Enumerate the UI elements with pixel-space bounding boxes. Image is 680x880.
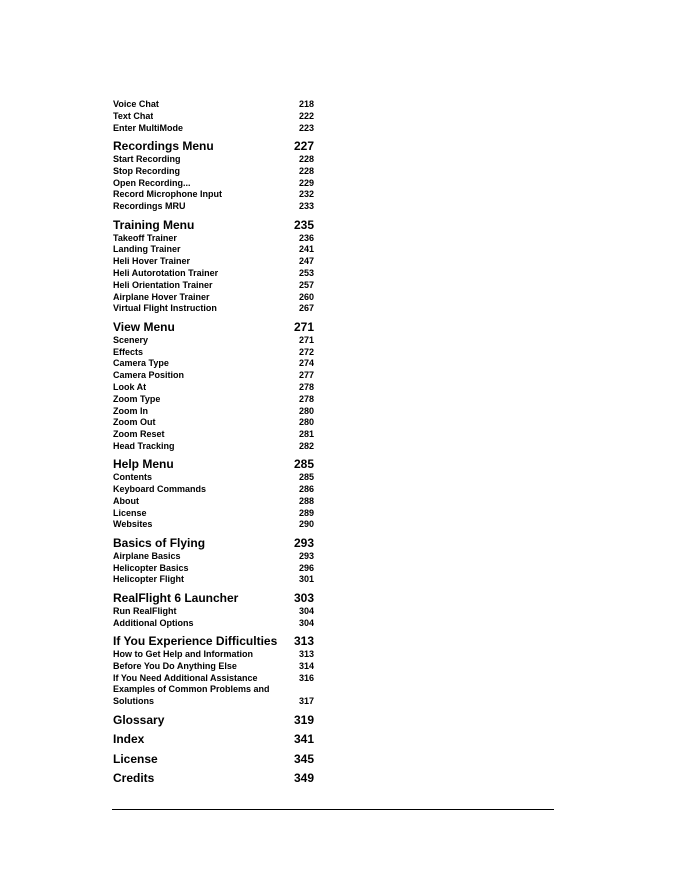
toc-entry-title: Helicopter Flight bbox=[113, 574, 185, 585]
toc-heading-title: Help Menu bbox=[113, 457, 174, 472]
toc-heading-page: 227 bbox=[293, 138, 314, 153]
toc-entry-page: 260 bbox=[298, 291, 314, 302]
toc-heading-page: 313 bbox=[293, 634, 314, 649]
toc-entry-title: About bbox=[113, 495, 139, 506]
toc-heading[interactable] bbox=[113, 712, 314, 728]
toc-entry[interactable] bbox=[113, 99, 314, 111]
toc-entry[interactable] bbox=[113, 166, 314, 178]
toc-entry-title: Effects bbox=[113, 346, 144, 357]
toc-entry-page: 274 bbox=[298, 358, 314, 369]
toc-entry-title: Landing Trainer bbox=[113, 244, 181, 255]
toc-entry-title: Recordings MRU bbox=[113, 201, 186, 212]
toc-heading[interactable] bbox=[113, 456, 314, 472]
toc-heading-title: Credits bbox=[113, 771, 155, 786]
toc-entry-title: If You Need Additional Assistance bbox=[113, 672, 258, 683]
toc-entry-page: 285 bbox=[298, 472, 314, 483]
toc-entry-title: Stop Recording bbox=[113, 165, 180, 176]
toc-entry-page: 223 bbox=[298, 122, 314, 133]
toc-entry[interactable] bbox=[113, 111, 314, 123]
toc-entry[interactable] bbox=[113, 684, 314, 708]
toc-entry[interactable] bbox=[113, 519, 314, 531]
footer-rule bbox=[112, 809, 554, 810]
toc-entry[interactable] bbox=[113, 335, 314, 347]
toc-entry-page: 304 bbox=[298, 605, 314, 616]
toc-heading-page: 235 bbox=[293, 217, 314, 232]
toc-entry-title: Enter MultiMode bbox=[113, 122, 183, 133]
toc-entry-page: 286 bbox=[298, 484, 314, 495]
toc-entry[interactable] bbox=[113, 292, 314, 304]
toc-entry[interactable] bbox=[113, 123, 314, 135]
toc-entry-page: 232 bbox=[298, 189, 314, 200]
toc-entry-page: 253 bbox=[298, 267, 314, 278]
toc-entry[interactable] bbox=[113, 280, 314, 292]
toc-entry[interactable] bbox=[113, 370, 314, 382]
toc-entry-page: 301 bbox=[298, 574, 314, 585]
toc-heading[interactable] bbox=[113, 217, 314, 233]
toc-entry[interactable] bbox=[113, 618, 314, 630]
toc-entry-title: Text Chat bbox=[113, 110, 154, 121]
toc-entry-page: 281 bbox=[298, 429, 314, 440]
toc-entry[interactable] bbox=[113, 189, 314, 201]
toc-entry[interactable] bbox=[113, 178, 314, 190]
toc-entry-title: Scenery bbox=[113, 334, 149, 345]
toc-entry-page: 278 bbox=[298, 381, 314, 392]
toc-entry[interactable] bbox=[113, 429, 314, 441]
toc-entry[interactable] bbox=[113, 201, 314, 213]
toc-entry[interactable] bbox=[113, 382, 314, 394]
toc-entry-page: 282 bbox=[298, 440, 314, 451]
toc-entry-page: 218 bbox=[298, 99, 314, 109]
toc-entry-page: 296 bbox=[298, 562, 314, 573]
toc-entry[interactable] bbox=[113, 606, 314, 618]
toc-entry-title: Websites bbox=[113, 519, 153, 530]
toc-heading-title: View Menu bbox=[113, 319, 175, 334]
toc-entry-page: 236 bbox=[298, 232, 314, 243]
toc-entry-title: Open Recording... bbox=[113, 177, 191, 188]
toc-entry[interactable] bbox=[113, 563, 314, 575]
toc-entry-page: 304 bbox=[298, 617, 314, 628]
toc-entry-page: 293 bbox=[298, 550, 314, 561]
toc-heading-title: RealFlight 6 Launcher bbox=[113, 590, 239, 605]
toc-heading-title: Glossary bbox=[113, 712, 165, 727]
toc-heading-page: 293 bbox=[293, 535, 314, 550]
toc-entry-page: 317 bbox=[298, 696, 314, 707]
toc-entry-title: Look At bbox=[113, 381, 147, 392]
toc-entry-page: 288 bbox=[298, 495, 314, 506]
toc-heading-page: 349 bbox=[293, 771, 314, 786]
toc-entry[interactable] bbox=[113, 154, 314, 166]
toc-entry-page: 222 bbox=[298, 110, 314, 121]
toc-entry-title: Before You Do Anything Else bbox=[113, 660, 237, 671]
toc-entry[interactable] bbox=[113, 661, 314, 673]
toc-entry-page: 228 bbox=[298, 165, 314, 176]
toc-entry-title: License bbox=[113, 507, 147, 518]
toc-entry-title: Takeoff Trainer bbox=[113, 232, 177, 243]
toc-entry[interactable] bbox=[113, 574, 314, 586]
toc-entry[interactable] bbox=[113, 673, 314, 685]
toc-entry-page: 247 bbox=[298, 256, 314, 267]
toc-entry-title: Zoom In bbox=[113, 405, 148, 416]
toc-entry[interactable] bbox=[113, 508, 314, 520]
toc-entry-title: Heli Orientation Trainer bbox=[113, 279, 213, 290]
toc-entry-page: 233 bbox=[298, 201, 314, 212]
toc-entry-page: 316 bbox=[298, 672, 314, 683]
toc-entry[interactable] bbox=[113, 496, 314, 508]
toc-entry-page: 267 bbox=[298, 303, 314, 314]
toc-heading[interactable] bbox=[113, 633, 314, 649]
toc-entry-title: Helicopter Basics bbox=[113, 562, 189, 573]
toc-entry-page: 278 bbox=[298, 393, 314, 404]
toc-heading[interactable] bbox=[113, 751, 314, 767]
toc-heading[interactable] bbox=[113, 535, 314, 551]
toc-heading-page: 271 bbox=[293, 319, 314, 334]
toc-entry[interactable] bbox=[113, 268, 314, 280]
table-of-contents bbox=[113, 99, 314, 786]
toc-entry-title: Heli Autorotation Trainer bbox=[113, 267, 219, 278]
toc-heading[interactable] bbox=[113, 138, 314, 154]
toc-entry-page: 229 bbox=[298, 177, 314, 188]
toc-heading-title: Training Menu bbox=[113, 217, 195, 232]
toc-entry-page: 277 bbox=[298, 370, 314, 381]
toc-entry-title: Airplane Hover Trainer bbox=[113, 291, 210, 302]
toc-entry-page: 228 bbox=[298, 153, 314, 164]
toc-entry-title: Record Microphone Input bbox=[113, 189, 222, 200]
toc-heading[interactable] bbox=[113, 590, 314, 606]
toc-heading[interactable] bbox=[113, 770, 314, 786]
toc-entry[interactable] bbox=[113, 551, 314, 563]
toc-entry-page: 314 bbox=[298, 660, 314, 671]
toc-entry-title: Zoom Out bbox=[113, 417, 156, 428]
toc-heading[interactable] bbox=[113, 319, 314, 335]
toc-heading-page: 319 bbox=[293, 712, 314, 727]
toc-entry-page: 280 bbox=[298, 405, 314, 416]
toc-entry[interactable] bbox=[113, 233, 314, 245]
toc-entry-title: Heli Hover Trainer bbox=[113, 256, 191, 267]
toc-entry[interactable] bbox=[113, 347, 314, 359]
toc-entry[interactable] bbox=[113, 406, 314, 418]
toc-entry[interactable] bbox=[113, 484, 314, 496]
toc-entry-page: 272 bbox=[298, 346, 314, 357]
toc-entry-page: 289 bbox=[298, 507, 314, 518]
toc-entry-title: Contents bbox=[113, 472, 152, 483]
toc-entry-page: 257 bbox=[298, 279, 314, 290]
toc-heading-title: Index bbox=[113, 732, 145, 747]
toc-heading-page: 345 bbox=[293, 751, 314, 766]
toc-entry-title: Additional Options bbox=[113, 617, 194, 628]
toc-heading-page: 341 bbox=[293, 732, 314, 747]
toc-entry[interactable] bbox=[113, 441, 314, 453]
toc-entry-title: Camera Type bbox=[113, 358, 169, 369]
toc-entry[interactable] bbox=[113, 472, 314, 484]
toc-heading-page: 285 bbox=[293, 457, 314, 472]
toc-entry-title: Run RealFlight bbox=[113, 605, 177, 616]
toc-entry[interactable] bbox=[113, 417, 314, 429]
toc-entry-title: Keyboard Commands bbox=[113, 484, 207, 495]
toc-entry-page: 313 bbox=[298, 649, 314, 660]
toc-entry-title: Camera Position bbox=[113, 370, 185, 381]
toc-entry-title: Head Tracking bbox=[113, 440, 175, 451]
toc-entry-title: Examples of Common Problems and bbox=[113, 684, 270, 695]
toc-heading-title: Basics of Flying bbox=[113, 535, 206, 550]
toc-entry-title: How to Get Help and Information bbox=[113, 649, 253, 660]
toc-entry[interactable] bbox=[113, 358, 314, 370]
toc-heading[interactable] bbox=[113, 731, 314, 747]
toc-heading-title: If You Experience Difficulties bbox=[113, 634, 278, 649]
toc-heading-title: Recordings Menu bbox=[113, 138, 214, 153]
toc-entry-page: 241 bbox=[298, 244, 314, 255]
toc-entry[interactable] bbox=[113, 303, 314, 315]
toc-entry-title-continued: Solutions bbox=[113, 696, 154, 707]
toc-entry-page: 280 bbox=[298, 417, 314, 428]
toc-entry[interactable] bbox=[113, 244, 314, 256]
toc-entry-title: Voice Chat bbox=[113, 99, 159, 109]
toc-entry-page: 290 bbox=[298, 519, 314, 530]
toc-entry-title: Airplane Basics bbox=[113, 550, 181, 561]
toc-entry-title: Zoom Type bbox=[113, 393, 161, 404]
toc-entry[interactable] bbox=[113, 256, 314, 268]
toc-entry-title: Zoom Reset bbox=[113, 429, 165, 440]
toc-entry[interactable] bbox=[113, 394, 314, 406]
toc-entry-title: Start Recording bbox=[113, 153, 181, 164]
toc-entry-page: 271 bbox=[298, 334, 314, 345]
toc-entry-title: Virtual Flight Instruction bbox=[113, 303, 217, 314]
toc-heading-title: License bbox=[113, 751, 158, 766]
toc-heading-page: 303 bbox=[293, 590, 314, 605]
toc-entry[interactable] bbox=[113, 649, 314, 661]
